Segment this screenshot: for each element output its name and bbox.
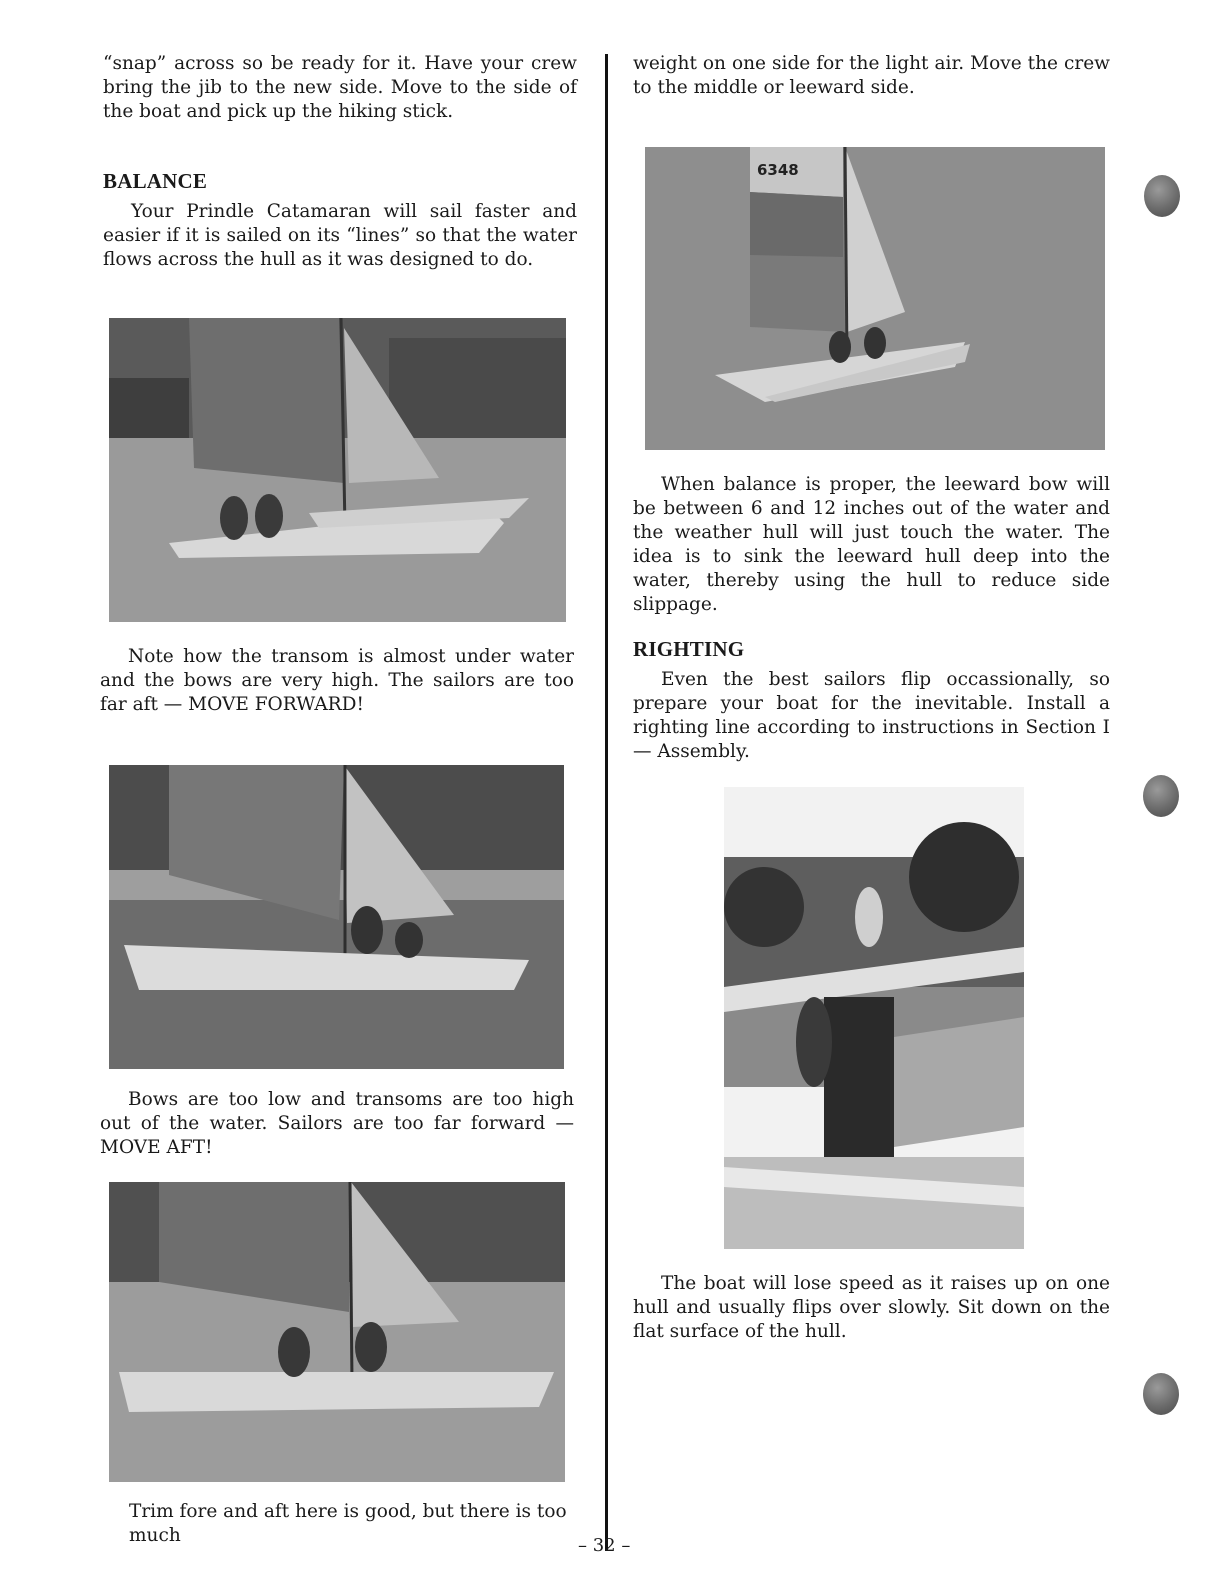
- caption-proper-balance: When balance is proper, the leeward bow will be between 6 and 12 inches out of the water and the weather hull will just touch the water. The idea is to sink the leeward hull deep into the water, thereby using the hull to reduce side slippage.: [633, 474, 1110, 615]
- intro-paragraph: “snap” across so be ready for it. Have your crew bring the jib to the new side. Move to the side of the boat and pick up the hiking stick.: [103, 53, 577, 122]
- caption-move-forward: Note how the transom is almost under water and the bows are very high. The sailors are too far aft — MOVE FORWARD!: [100, 646, 574, 715]
- sail-number: 6348: [757, 161, 799, 179]
- page-number: – 32 –: [578, 1535, 631, 1556]
- photo-righting-capsize: [724, 787, 1024, 1249]
- continued-paragraph: weight on one side for the light air. Move the crew to the middle or leeward side.: [633, 53, 1110, 98]
- balance-paragraph: Your Prindle Catamaran will sail faster and easier if it is sailed on its “lines” so that the water flows across the hull as it was designed to do.: [103, 201, 577, 270]
- caption-righting: The boat will lose speed as it raises up on one hull and usually flips over slowly. Sit down on the flat surface of the hull.: [633, 1273, 1110, 1342]
- photo-sailors-too-far-forward: [109, 765, 564, 1069]
- punch-hole-middle: [1143, 775, 1179, 817]
- photo-sailors-too-far-aft: [109, 318, 566, 622]
- balance-heading: BALANCE: [103, 169, 208, 193]
- column-divider: [605, 54, 608, 1551]
- punch-hole-top: [1144, 175, 1180, 217]
- photo-good-trim: [109, 1182, 565, 1482]
- righting-paragraph: Even the best sailors flip occassionally, so prepare your boat for the inevitable. Install a righting line according to instructions in Section I — Assembly.: [633, 669, 1110, 762]
- caption-good-trim: Trim fore and aft here is good, but there is too much: [129, 1501, 567, 1546]
- caption-move-aft: Bows are too low and transoms are too high out of the water. Sailors are too far forward — MOVE AFT!: [100, 1089, 574, 1158]
- photo-proper-balance: [645, 147, 1105, 450]
- righting-heading: RIGHTING: [633, 637, 745, 661]
- punch-hole-bottom: [1143, 1373, 1179, 1415]
